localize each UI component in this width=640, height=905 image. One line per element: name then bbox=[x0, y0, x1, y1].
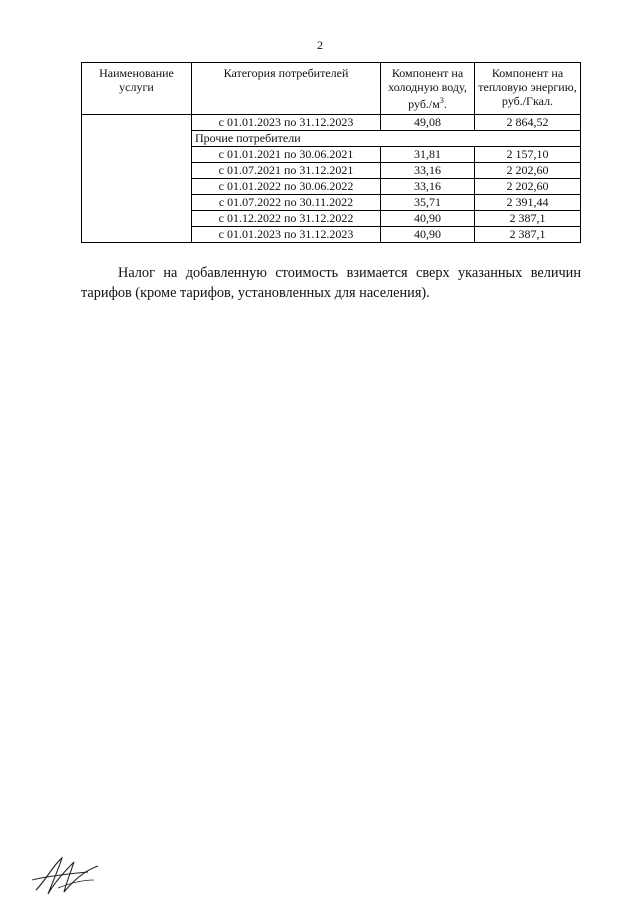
page-number: 2 bbox=[317, 38, 323, 52]
period-cell: с 01.07.2021 по 31.12.2021 bbox=[192, 163, 381, 179]
cold-water-cell: 33,16 bbox=[381, 163, 475, 179]
tariff-table bbox=[81, 62, 581, 243]
header-cold-water-text: Компонент на холодную воду, руб./м bbox=[388, 66, 467, 111]
cold-water-cell: 35,71 bbox=[381, 195, 475, 211]
heat-cell: 2 864,52 bbox=[475, 115, 581, 131]
header-cold-water-end: . bbox=[443, 97, 447, 111]
cold-water-cell: 49,08 bbox=[381, 115, 475, 131]
vat-note: Налог на добавленную стоимость взимается сверх указанных величин тарифов (кроме тарифов, установленных для населения). bbox=[81, 265, 581, 301]
group-label: Прочие потребители bbox=[192, 131, 581, 147]
period-cell: с 01.12.2022 по 31.12.2022 bbox=[192, 211, 381, 227]
period-cell: с 01.01.2023 по 31.12.2023 bbox=[192, 227, 381, 243]
service-cell bbox=[82, 115, 192, 243]
cold-water-cell: 40,90 bbox=[381, 211, 475, 227]
period-cell: с 01.07.2022 по 30.11.2022 bbox=[192, 195, 381, 211]
heat-cell: 2 387,1 bbox=[475, 211, 581, 227]
heat-cell: 2 387,1 bbox=[475, 227, 581, 243]
header-category: Категория потребителей bbox=[192, 63, 381, 115]
heat-cell: 2 157,10 bbox=[475, 147, 581, 163]
period-cell: с 01.01.2023 по 31.12.2023 bbox=[192, 115, 381, 131]
period-cell: с 01.01.2022 по 30.06.2022 bbox=[192, 179, 381, 195]
signature bbox=[28, 850, 108, 900]
period-cell: с 01.01.2021 по 30.06.2021 bbox=[192, 147, 381, 163]
cold-water-cell: 33,16 bbox=[381, 179, 475, 195]
heat-cell: 2 391,44 bbox=[475, 195, 581, 211]
header-heat: Компонент на тепловую энергию, руб./Гкал. bbox=[475, 63, 581, 115]
header-cold-water bbox=[381, 63, 475, 115]
cold-water-cell: 40,90 bbox=[381, 227, 475, 243]
header-cold-water-sup: 3 bbox=[439, 96, 444, 105]
table-row bbox=[82, 115, 581, 131]
cold-water-cell: 31,81 bbox=[381, 147, 475, 163]
heat-cell: 2 202,60 bbox=[475, 163, 581, 179]
table-header-row bbox=[82, 63, 581, 115]
heat-cell: 2 202,60 bbox=[475, 179, 581, 195]
header-service: Наименование услуги bbox=[82, 63, 192, 115]
